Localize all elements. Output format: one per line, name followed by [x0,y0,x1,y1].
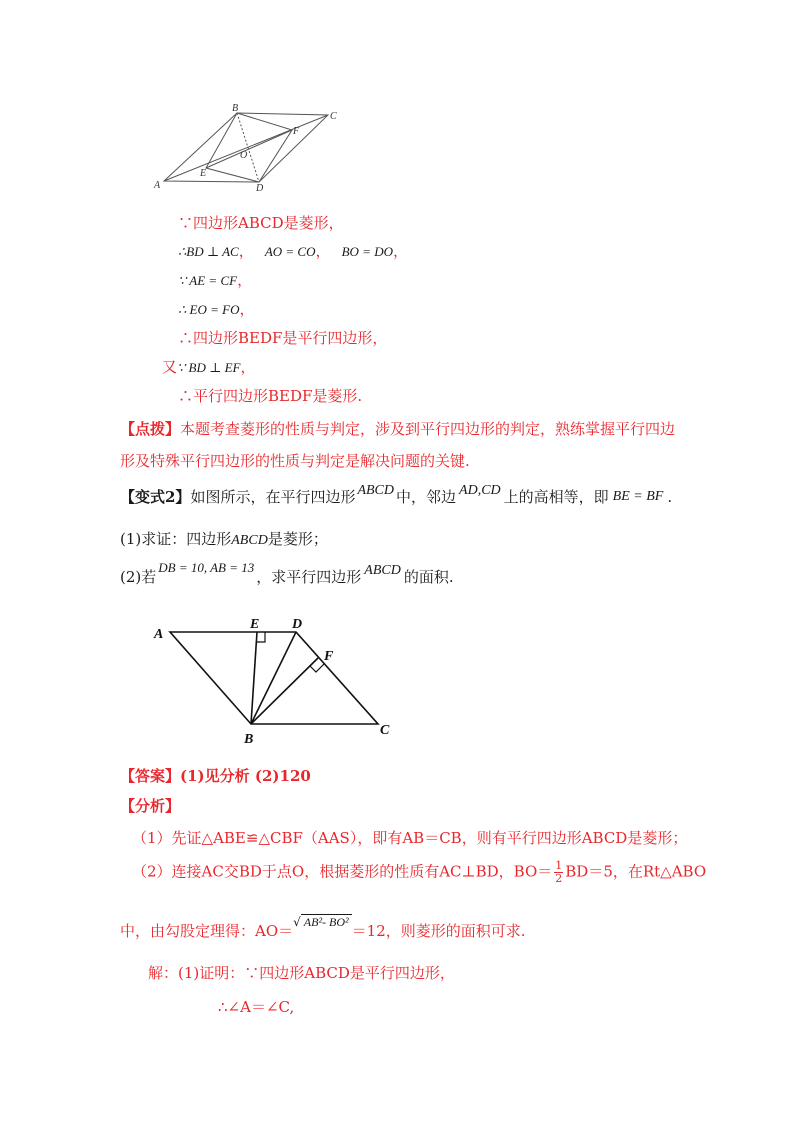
fraction-numerator: 1 [555,859,563,872]
sqrt-radicand: AB²- BO² [301,914,352,929]
tip-text-1: 本题考查菱形的性质与判定，涉及到平行四边形的判定，熟练掌握平行四边 [180,420,676,438]
proof-line-7: ∴平行四边形BEDF是菱形. [178,387,363,405]
proof-line-3: ∵ AE = CF， [178,271,253,289]
label-a: A [154,180,161,191]
proof-line-2b: AO = CO [264,244,316,259]
variant-q2a: (2)若 [120,568,157,586]
proof-line-4: ∴ EO = FO， [178,300,255,318]
label-c: C [330,111,337,122]
analysis-p2 [132,860,706,885]
tip-line-2: 形及特殊平行四边形的性质与判定是解决问题的关键. [120,452,470,470]
variant-q1b: 是菱形； [267,530,328,548]
variant-t2: 中，邻边 [396,488,457,506]
diagonal-bd [251,632,296,724]
label-d: D [256,183,264,192]
label-e: E [250,617,260,632]
variant-m1: ABCD [357,483,395,498]
label-f: F [324,649,334,664]
variant-q1m: ABCD [231,533,268,548]
label-o: O [240,150,248,161]
height-bf [251,658,318,724]
variant-q2m2: ABCD [364,563,401,578]
variant-q2b: ，求平行四边形 [256,568,362,586]
analysis-p3a: 中，由勾股定理得：AO＝ [120,922,294,940]
analysis-p3b: ＝12，则菱形的面积可求. [351,922,526,940]
variant-m2: AD,CD [459,483,501,498]
variant-q2 [120,560,454,587]
proof-line-3-text: ∵ AE = CF [178,273,238,288]
proof-line-5: ∴四边形BEDF是平行四边形， [178,329,388,347]
proof-line-6b: ∵ BD ⊥ EF [177,360,241,375]
variant-q2m: DB = 10, AB = 13 [158,560,255,575]
proof-line-2c: BO = DO [341,244,393,259]
analysis-p2b: BD＝5，在Rt△ABO [565,862,707,881]
fraction-one-half [554,860,563,885]
variant-q1 [120,528,328,549]
label-b: B [232,103,239,114]
proof-line-6: 又∵ BD ⊥ EF， [162,358,256,376]
variant-t3: 上的高相等，即 [503,488,609,506]
parallelogram-figure-2 [148,612,398,748]
label-e: E [200,168,207,179]
variant-t4: . [667,488,673,506]
variant-q1a: (1)求证：四边形 [120,530,232,548]
variant-t1: 如图所示，在平行四边形 [190,488,356,506]
quadrilateral-bedf [206,113,292,182]
variant-tag: 【变式2】 [120,488,191,506]
label-c: C [380,723,390,738]
tip-line-1 [120,418,675,439]
diagonal-bd [237,113,259,182]
label-f: F [293,126,300,137]
label-a: A [154,627,164,642]
analysis-p1: （1）先证△ABE≌△CBF（AAS），即有AB＝CB，则有平行四边形ABCD是菱形； [132,829,688,847]
proof-line-6a: 又 [162,358,178,376]
right-angle-e [257,632,265,642]
solution-line-1: 解：(1)证明：∵四边形ABCD是平行四边形， [148,964,455,982]
analysis-tag: 【分析】 [120,797,181,815]
label-b: B [244,732,254,747]
tip-tag: 【点拨】 [120,420,181,438]
analysis-p2a: （2）连接AC交BD于点O，根据菱形的性质有AC⊥BD，BO＝ [132,862,553,881]
answer-line [120,765,311,786]
height-be [251,632,257,724]
label-d: D [292,617,303,632]
variant-question [120,483,673,507]
proof-line-1: ∵四边形ABCD是菱形， [178,214,344,232]
sqrt-expression: √ AB²- BO² [293,915,352,930]
proof-line-2a: ∴BD ⊥ AC [178,244,239,259]
answer-text: (1)见分析 (2)120 [180,767,311,785]
proof-line-4-text: ∴ EO = FO [178,302,240,317]
rhombus-figure-1 [150,100,350,192]
variant-q2c: 的面积. [403,568,454,586]
solution-line-2: ∴∠A＝∠C, [218,998,295,1016]
variant-m3: BE = BF [612,489,664,504]
proof-line-2: ∴BD ⊥ AC， AO = CO， BO = DO， [178,242,408,260]
fraction-denominator: 2 [555,872,563,885]
right-angle-f [310,664,324,672]
diagonal-ac [164,115,328,181]
answer-tag: 【答案】 [120,767,181,785]
analysis-p3 [120,915,526,941]
